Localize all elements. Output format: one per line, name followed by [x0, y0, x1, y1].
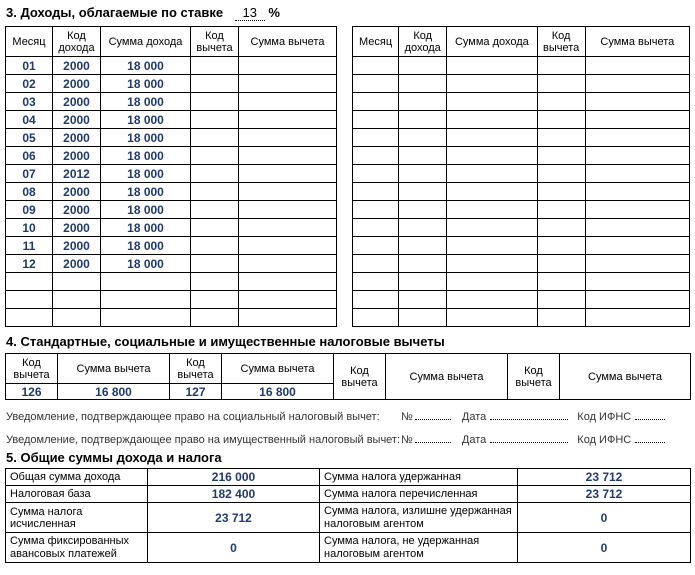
income-code-cell[interactable] [399, 75, 447, 93]
income-sum-cell[interactable] [447, 201, 537, 219]
notice-number-field[interactable] [415, 431, 451, 443]
income-sum-cell[interactable]: 18 000 [101, 93, 191, 111]
income-sum-cell[interactable]: 18 000 [101, 219, 191, 237]
header-deduction-code: Код вычета [508, 354, 560, 400]
deduction-sum-cell[interactable] [239, 75, 337, 93]
deduction-sum-cell[interactable] [239, 219, 337, 237]
deduction-code-cell[interactable] [191, 291, 239, 309]
deduction-code-value[interactable]: 126 [6, 384, 58, 400]
deduction-sum-cell[interactable] [585, 93, 689, 111]
deduction-code-cell[interactable] [537, 201, 585, 219]
header-deduction-code: Код вычета [334, 354, 386, 400]
deduction-code-cell[interactable] [191, 237, 239, 255]
income-sum-cell[interactable] [447, 93, 537, 111]
income-row [353, 291, 690, 309]
income-sum-cell[interactable] [447, 237, 537, 255]
header-deduction-code: Код вычета [170, 354, 222, 384]
income-code-cell[interactable]: 2000 [53, 93, 101, 111]
header-deduction-sum: Сумма вычета [585, 27, 689, 57]
notice-number-field[interactable] [415, 408, 451, 420]
deduction-sum-cell[interactable] [239, 237, 337, 255]
section3-title [6, 5, 280, 21]
deduction-code-cell[interactable] [537, 165, 585, 183]
totals-row [6, 469, 691, 486]
income-code-cell[interactable]: 2000 [53, 255, 101, 273]
notice-social-row [6, 408, 695, 423]
deduction-sum-cell[interactable] [239, 273, 337, 291]
header-income-sum: Сумма дохода [101, 27, 191, 57]
income-sum-cell[interactable]: 18 000 [101, 57, 191, 75]
income-sum-cell[interactable] [447, 273, 537, 291]
deduction-sum-cell[interactable] [239, 255, 337, 273]
deduction-sum-cell[interactable] [585, 111, 689, 129]
tax-withheld-label: Сумма налога удержанная [320, 469, 518, 486]
deduction-code-cell[interactable] [191, 183, 239, 201]
income-sum-cell[interactable]: 18 000 [101, 255, 191, 273]
deduction-sum-cell[interactable] [585, 309, 689, 327]
deduction-sum-cell[interactable] [239, 129, 337, 147]
income-code-cell[interactable] [399, 147, 447, 165]
income-sum-cell[interactable] [447, 165, 537, 183]
tax-not-withheld-label: Сумма налога, не удержанная налоговым агентом [320, 533, 518, 563]
income-row [6, 75, 337, 93]
notice-date-field[interactable] [490, 431, 568, 443]
month-cell[interactable] [353, 57, 399, 75]
month-cell[interactable] [353, 183, 399, 201]
income-code-cell[interactable] [399, 129, 447, 147]
month-cell[interactable] [353, 309, 399, 327]
deduction-code-cell[interactable] [537, 57, 585, 75]
deduction-sum-cell[interactable] [239, 201, 337, 219]
header-income-code: Код дохода [53, 27, 101, 57]
deduction-code-cell[interactable] [191, 201, 239, 219]
fixed-advance-label: Сумма фиксированных авансовых платежей [6, 533, 148, 563]
income-sum-cell[interactable] [101, 273, 191, 291]
notice-number-label: № [401, 411, 413, 423]
notice-number-label: № [401, 434, 413, 446]
income-code-cell[interactable] [399, 237, 447, 255]
notice-ifns-field[interactable] [635, 408, 665, 420]
income-sum-cell[interactable] [447, 111, 537, 129]
month-cell[interactable] [353, 111, 399, 129]
deduction-code-cell[interactable] [537, 93, 585, 111]
deduction-sum-value[interactable]: 16 800 [58, 384, 170, 400]
income-row [6, 291, 337, 309]
income-sum-cell[interactable]: 18 000 [101, 111, 191, 129]
header-deduction-sum: Сумма вычета [222, 354, 334, 384]
income-sum-cell[interactable]: 18 000 [101, 237, 191, 255]
deduction-sum-cell[interactable] [239, 165, 337, 183]
deduction-sum-value[interactable]: 16 800 [222, 384, 334, 400]
income-row [353, 147, 690, 165]
income-code-cell[interactable]: 2000 [53, 147, 101, 165]
tax-base-label: Налоговая база [6, 486, 148, 503]
income-code-cell[interactable] [399, 93, 447, 111]
tax-excess-label: Сумма налога, излишне удержанная налоговым агентом [320, 503, 518, 533]
income-table-left [5, 26, 337, 327]
header-income-code: Код дохода [399, 27, 447, 57]
notice-property-label: Уведомление, подтверждающее право на имущественный налоговый вычет: [6, 434, 401, 446]
deduction-code-cell[interactable] [191, 309, 239, 327]
month-cell[interactable] [353, 129, 399, 147]
notice-ifns-label: Код ИФНС [577, 434, 632, 446]
deduction-code-cell[interactable] [537, 273, 585, 291]
month-cell[interactable] [353, 93, 399, 111]
income-table-right [352, 26, 690, 327]
deduction-sum-cell[interactable] [585, 291, 689, 309]
deduction-sum-cell[interactable] [585, 183, 689, 201]
income-code-cell[interactable]: 2012 [53, 165, 101, 183]
month-cell[interactable]: 06 [6, 147, 53, 165]
income-row [353, 57, 690, 75]
notice-date-label: Дата [461, 411, 487, 423]
income-sum-cell[interactable]: 18 000 [101, 129, 191, 147]
income-code-cell[interactable] [399, 111, 447, 129]
deduction-sum-cell[interactable] [585, 129, 689, 147]
deduction-code-cell[interactable] [537, 111, 585, 129]
deduction-sum-cell[interactable] [239, 291, 337, 309]
deduction-code-cell[interactable] [191, 255, 239, 273]
income-code-cell[interactable] [399, 183, 447, 201]
header-deduction-sum: Сумма вычета [239, 27, 337, 57]
income-header-row-right [353, 27, 690, 57]
deduction-code-cell[interactable] [537, 183, 585, 201]
income-sum-cell[interactable] [101, 309, 191, 327]
income-row [6, 183, 337, 201]
deduction-sum-cell[interactable] [585, 237, 689, 255]
deduction-sum-cell[interactable] [239, 309, 337, 327]
header-month: Месяц [6, 27, 53, 57]
tax-base-value[interactable]: 182 400 [148, 486, 320, 503]
income-sum-cell[interactable] [101, 291, 191, 309]
header-deduction-code: Код вычета [191, 27, 239, 57]
income-code-cell[interactable] [53, 309, 101, 327]
tax-not-withheld-value[interactable]: 0 [518, 533, 691, 563]
income-header-row [6, 27, 337, 57]
month-cell[interactable] [6, 291, 53, 309]
income-code-cell[interactable] [53, 273, 101, 291]
notice-ifns-field[interactable] [635, 431, 665, 443]
income-sum-cell[interactable] [447, 147, 537, 165]
income-code-cell[interactable]: 2000 [53, 237, 101, 255]
income-sum-cell[interactable] [447, 183, 537, 201]
income-code-cell[interactable]: 2000 [53, 183, 101, 201]
income-code-cell[interactable] [399, 273, 447, 291]
header-deduction-sum: Сумма вычета [58, 354, 170, 384]
deduction-code-cell[interactable] [191, 165, 239, 183]
income-sum-cell[interactable]: 18 000 [101, 147, 191, 165]
section4-title: 4. Стандартные, социальные и имущественные налоговые вычеты [6, 334, 445, 349]
totals-row [6, 533, 691, 563]
deduction-code-cell[interactable] [537, 309, 585, 327]
header-deduction-sum: Сумма вычета [560, 354, 691, 400]
month-cell[interactable] [353, 201, 399, 219]
tax-excess-value[interactable]: 0 [518, 503, 691, 533]
month-cell[interactable] [353, 255, 399, 273]
percent-sign: % [268, 5, 280, 20]
income-code-cell[interactable] [399, 255, 447, 273]
notice-social-label: Уведомление, подтверждающее право на социальный налоговый вычет: [6, 411, 380, 423]
deduction-sum-cell[interactable] [239, 93, 337, 111]
deduction-sum-cell[interactable] [239, 57, 337, 75]
month-cell[interactable]: 05 [6, 129, 53, 147]
income-sum-cell[interactable]: 18 000 [101, 165, 191, 183]
income-sum-cell[interactable]: 18 000 [101, 75, 191, 93]
income-row [6, 255, 337, 273]
month-cell[interactable] [353, 75, 399, 93]
month-cell[interactable] [353, 147, 399, 165]
income-row [353, 93, 690, 111]
income-row [6, 165, 337, 183]
income-row [353, 201, 690, 219]
deduction-code-cell[interactable] [191, 111, 239, 129]
income-row [353, 273, 690, 291]
totals-table [5, 468, 691, 563]
income-sum-cell[interactable] [447, 255, 537, 273]
income-sum-cell[interactable] [447, 75, 537, 93]
deduction-sum-cell[interactable] [585, 147, 689, 165]
deduction-code-cell[interactable] [537, 129, 585, 147]
income-row [353, 255, 690, 273]
notice-property-row [6, 431, 695, 446]
income-code-cell[interactable] [399, 291, 447, 309]
header-deduction-sum: Сумма вычета [386, 354, 508, 400]
header-deduction-code: Код вычета [537, 27, 585, 57]
month-cell[interactable]: 12 [6, 255, 53, 273]
rate-field[interactable]: 13 [235, 5, 265, 21]
deduction-code-cell[interactable] [537, 219, 585, 237]
month-cell[interactable]: 04 [6, 111, 53, 129]
month-cell[interactable]: 10 [6, 219, 53, 237]
deduction-sum-cell[interactable] [585, 273, 689, 291]
income-code-cell[interactable]: 2000 [53, 75, 101, 93]
income-code-cell[interactable]: 2000 [53, 57, 101, 75]
income-sum-cell[interactable] [447, 309, 537, 327]
tax-transferred-label: Сумма налога перечисленная [320, 486, 518, 503]
income-code-cell[interactable] [53, 291, 101, 309]
income-row [6, 201, 337, 219]
deduction-sum-cell[interactable] [585, 57, 689, 75]
deduction-code-value[interactable]: 127 [170, 384, 222, 400]
header-deduction-code: Код вычета [6, 354, 58, 384]
deduction-code-cell[interactable] [537, 75, 585, 93]
month-cell[interactable]: 02 [6, 75, 53, 93]
income-code-cell[interactable] [399, 165, 447, 183]
total-income-label: Общая сумма дохода [6, 469, 148, 486]
deduction-code-cell[interactable] [537, 147, 585, 165]
tax-transferred-value[interactable]: 23 712 [518, 486, 691, 503]
deduction-code-cell[interactable] [191, 57, 239, 75]
income-code-cell[interactable]: 2000 [53, 201, 101, 219]
income-row [6, 57, 337, 75]
income-row [353, 129, 690, 147]
income-row [353, 75, 690, 93]
income-code-cell[interactable]: 2000 [53, 219, 101, 237]
tax-calc-value[interactable]: 23 712 [148, 503, 320, 533]
month-cell[interactable] [353, 219, 399, 237]
header-income-sum: Сумма дохода [447, 27, 537, 57]
deduction-sum-cell[interactable] [585, 219, 689, 237]
notice-date-field[interactable] [490, 408, 568, 420]
income-sum-cell[interactable] [447, 219, 537, 237]
tax-withheld-value[interactable]: 23 712 [518, 469, 691, 486]
income-row [6, 147, 337, 165]
deduction-code-cell[interactable] [191, 93, 239, 111]
deduction-code-cell[interactable] [191, 273, 239, 291]
section3-title-text: 3. Доходы, облагаемые по ставке [6, 5, 224, 20]
income-code-cell[interactable] [399, 57, 447, 75]
deduction-code-cell[interactable] [537, 291, 585, 309]
fixed-advance-value[interactable]: 0 [148, 533, 320, 563]
income-code-cell[interactable]: 2000 [53, 129, 101, 147]
month-cell[interactable]: 08 [6, 183, 53, 201]
month-cell[interactable]: 03 [6, 93, 53, 111]
tax-calc-label: Сумма налога исчисленная [6, 503, 148, 533]
income-row [6, 309, 337, 327]
deduction-code-cell[interactable] [537, 255, 585, 273]
deduction-code-cell[interactable] [537, 237, 585, 255]
income-sum-cell[interactable]: 18 000 [101, 183, 191, 201]
income-sum-cell[interactable] [447, 291, 537, 309]
income-sum-cell[interactable] [447, 129, 537, 147]
deduction-sum-cell[interactable] [239, 111, 337, 129]
deductions-header-row [6, 354, 691, 384]
deduction-code-cell[interactable] [191, 147, 239, 165]
month-cell[interactable] [353, 237, 399, 255]
income-row [6, 93, 337, 111]
deduction-code-cell[interactable] [191, 75, 239, 93]
deduction-sum-cell[interactable] [239, 183, 337, 201]
month-cell[interactable] [353, 273, 399, 291]
total-income-value[interactable]: 216 000 [148, 469, 320, 486]
income-row [6, 237, 337, 255]
month-cell[interactable] [353, 165, 399, 183]
income-row [353, 219, 690, 237]
income-code-cell[interactable] [399, 219, 447, 237]
month-cell[interactable] [6, 309, 53, 327]
income-row [353, 309, 690, 327]
deduction-code-cell[interactable] [191, 219, 239, 237]
totals-row [6, 503, 691, 533]
notice-date-label: Дата [461, 434, 487, 446]
notice-ifns-label: Код ИФНС [577, 411, 632, 423]
income-row [6, 273, 337, 291]
header-month: Месяц [353, 27, 399, 57]
income-row [6, 219, 337, 237]
income-row [353, 165, 690, 183]
month-cell[interactable]: 07 [6, 165, 53, 183]
month-cell[interactable]: 11 [6, 237, 53, 255]
deductions-table [5, 353, 691, 400]
month-cell[interactable] [6, 273, 53, 291]
section5-title: 5. Общие суммы дохода и налога [6, 450, 222, 465]
income-code-cell[interactable] [399, 201, 447, 219]
income-row [6, 111, 337, 129]
income-sum-cell[interactable] [447, 57, 537, 75]
deduction-sum-cell[interactable] [585, 165, 689, 183]
income-code-cell[interactable]: 2000 [53, 111, 101, 129]
deduction-sum-cell[interactable] [585, 201, 689, 219]
deduction-sum-cell[interactable] [585, 75, 689, 93]
month-cell[interactable]: 09 [6, 201, 53, 219]
deduction-sum-cell[interactable] [585, 255, 689, 273]
income-row [6, 129, 337, 147]
totals-row [6, 486, 691, 503]
income-code-cell[interactable] [399, 309, 447, 327]
deduction-code-cell[interactable] [191, 129, 239, 147]
month-cell[interactable] [353, 291, 399, 309]
income-row [353, 237, 690, 255]
deduction-sum-cell[interactable] [239, 147, 337, 165]
income-row [353, 183, 690, 201]
income-sum-cell[interactable]: 18 000 [101, 201, 191, 219]
income-row [353, 111, 690, 129]
month-cell[interactable]: 01 [6, 57, 53, 75]
